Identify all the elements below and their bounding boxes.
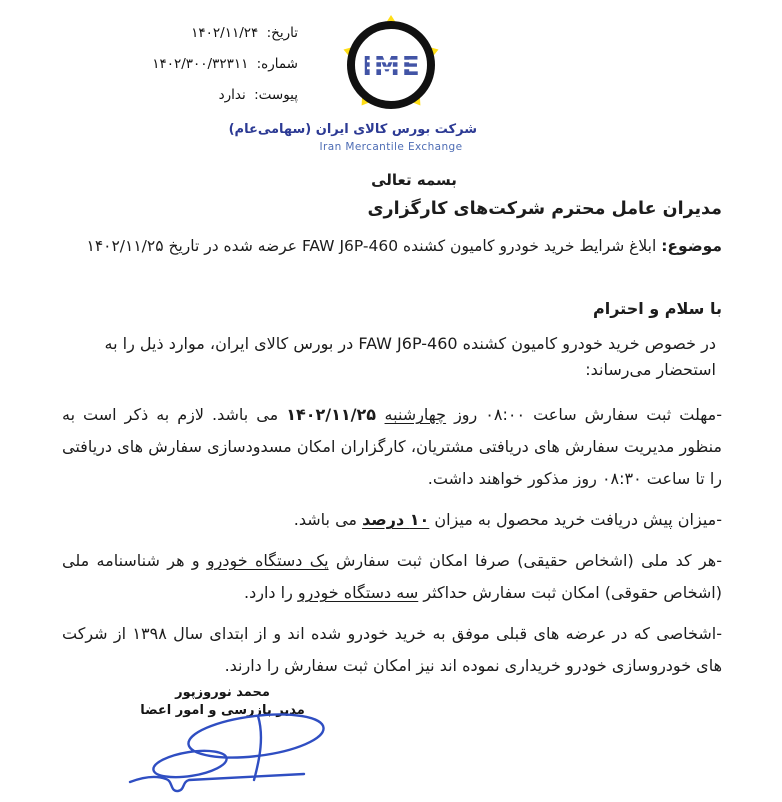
attachment-value: ندارد (218, 87, 246, 103)
letter-date (63, 18, 298, 49)
salutation: با سلام و احترام (593, 299, 722, 318)
text-run-underlined: یک دستگاه خودرو (206, 551, 329, 570)
letterhead-meta (63, 18, 298, 111)
letter-attachment (63, 80, 298, 111)
signer-name: محمد نوروزپور (175, 685, 270, 700)
ime-acronym: IME (362, 52, 422, 82)
signer-title: مدیر بازرسی و امور اعضا (140, 702, 305, 718)
subject-label: موضوع: (661, 237, 722, 255)
paragraph-order-limit (62, 545, 722, 609)
date-label: تاریخ: (266, 25, 298, 41)
number-value: ۱۴۰۲/۳۰۰/۳۲۳۱۱ (152, 56, 249, 72)
text-run: می باشد. (293, 510, 363, 529)
text-run: را دارد. (244, 583, 298, 602)
text-run-underlined: چهارشنبه (384, 405, 447, 424)
subject-text: ابلاغ شرایط خرید خودرو کامیون کشنده FAW J6P-460 عرضه شده در تاریخ ۱۴۰۲/۱۱/۲۵ (86, 237, 662, 255)
text-run: می باشد. لازم به ذکر است به منظور مدیریت سفارش های دریافتی مشتریان، کارگزاران امکان مسدودسازی سفارش های دریافتی را تا ساعت ۰۸:۳۰ روز مذکور خواهند داشت. (62, 405, 722, 488)
ime-emblem-icon (331, 12, 451, 116)
paragraph-prepayment (62, 504, 722, 536)
text-run: -میزان پیش دریافت خرید محصول به میزان (429, 510, 722, 529)
text-run: -مهلت ثبت سفارش ساعت ۰۸:۰۰ روز (446, 405, 723, 424)
text-run: و هر شناسنامه ملی (اشخاص حقوقی) امکان ثبت سفارش حداکثر (62, 551, 722, 602)
text-run-underlined: سه دستگاه خودرو (297, 583, 419, 602)
text-run-bold-underlined: ۱۰ درصد (362, 510, 430, 529)
attachment-label: پیوست: (254, 87, 298, 103)
intro-paragraph: در خصوص خرید خودرو کامیون کشنده FAW J6P-460 در بورس کالای ایران، موارد ذیل را به استحضار می‌رساند: (104, 334, 716, 379)
paragraph-deadline (62, 399, 722, 495)
letter-body (62, 196, 722, 691)
paragraph-previous-buyers (62, 618, 722, 682)
text-run: -هر کد ملی (اشخاص حقیقی) صرفا امکان ثبت سفارش (328, 551, 722, 570)
date-value: ۱۴۰۲/۱۱/۲۴ (191, 25, 259, 41)
besmellah: بسمه تعالی (371, 171, 457, 189)
text-run-bold: ۱۴۰۲/۱۱/۲۵ (286, 405, 385, 424)
letter-number (63, 49, 298, 80)
text-run: -اشخاصی که در عرضه های قبلی موفق به خرید خودرو شده اند و از ابتدای سال ۱۳۹۸ از شرکت های خودروسازی خودرو خریداری نموده اند نیز امکان ثبت سفارش را دارند. (62, 624, 723, 675)
number-label: شماره: (256, 56, 298, 72)
signature-scribble-icon (108, 696, 408, 800)
org-name-en: Iran Mercantile Exchange (319, 141, 463, 153)
org-name-fa: شرکت بورس کالای ایران (سهامی‌عام) (228, 122, 477, 137)
recipient-title: مدیران عامل محترم شرکت‌های کارگزاری (367, 199, 722, 219)
subject-line (62, 234, 722, 258)
